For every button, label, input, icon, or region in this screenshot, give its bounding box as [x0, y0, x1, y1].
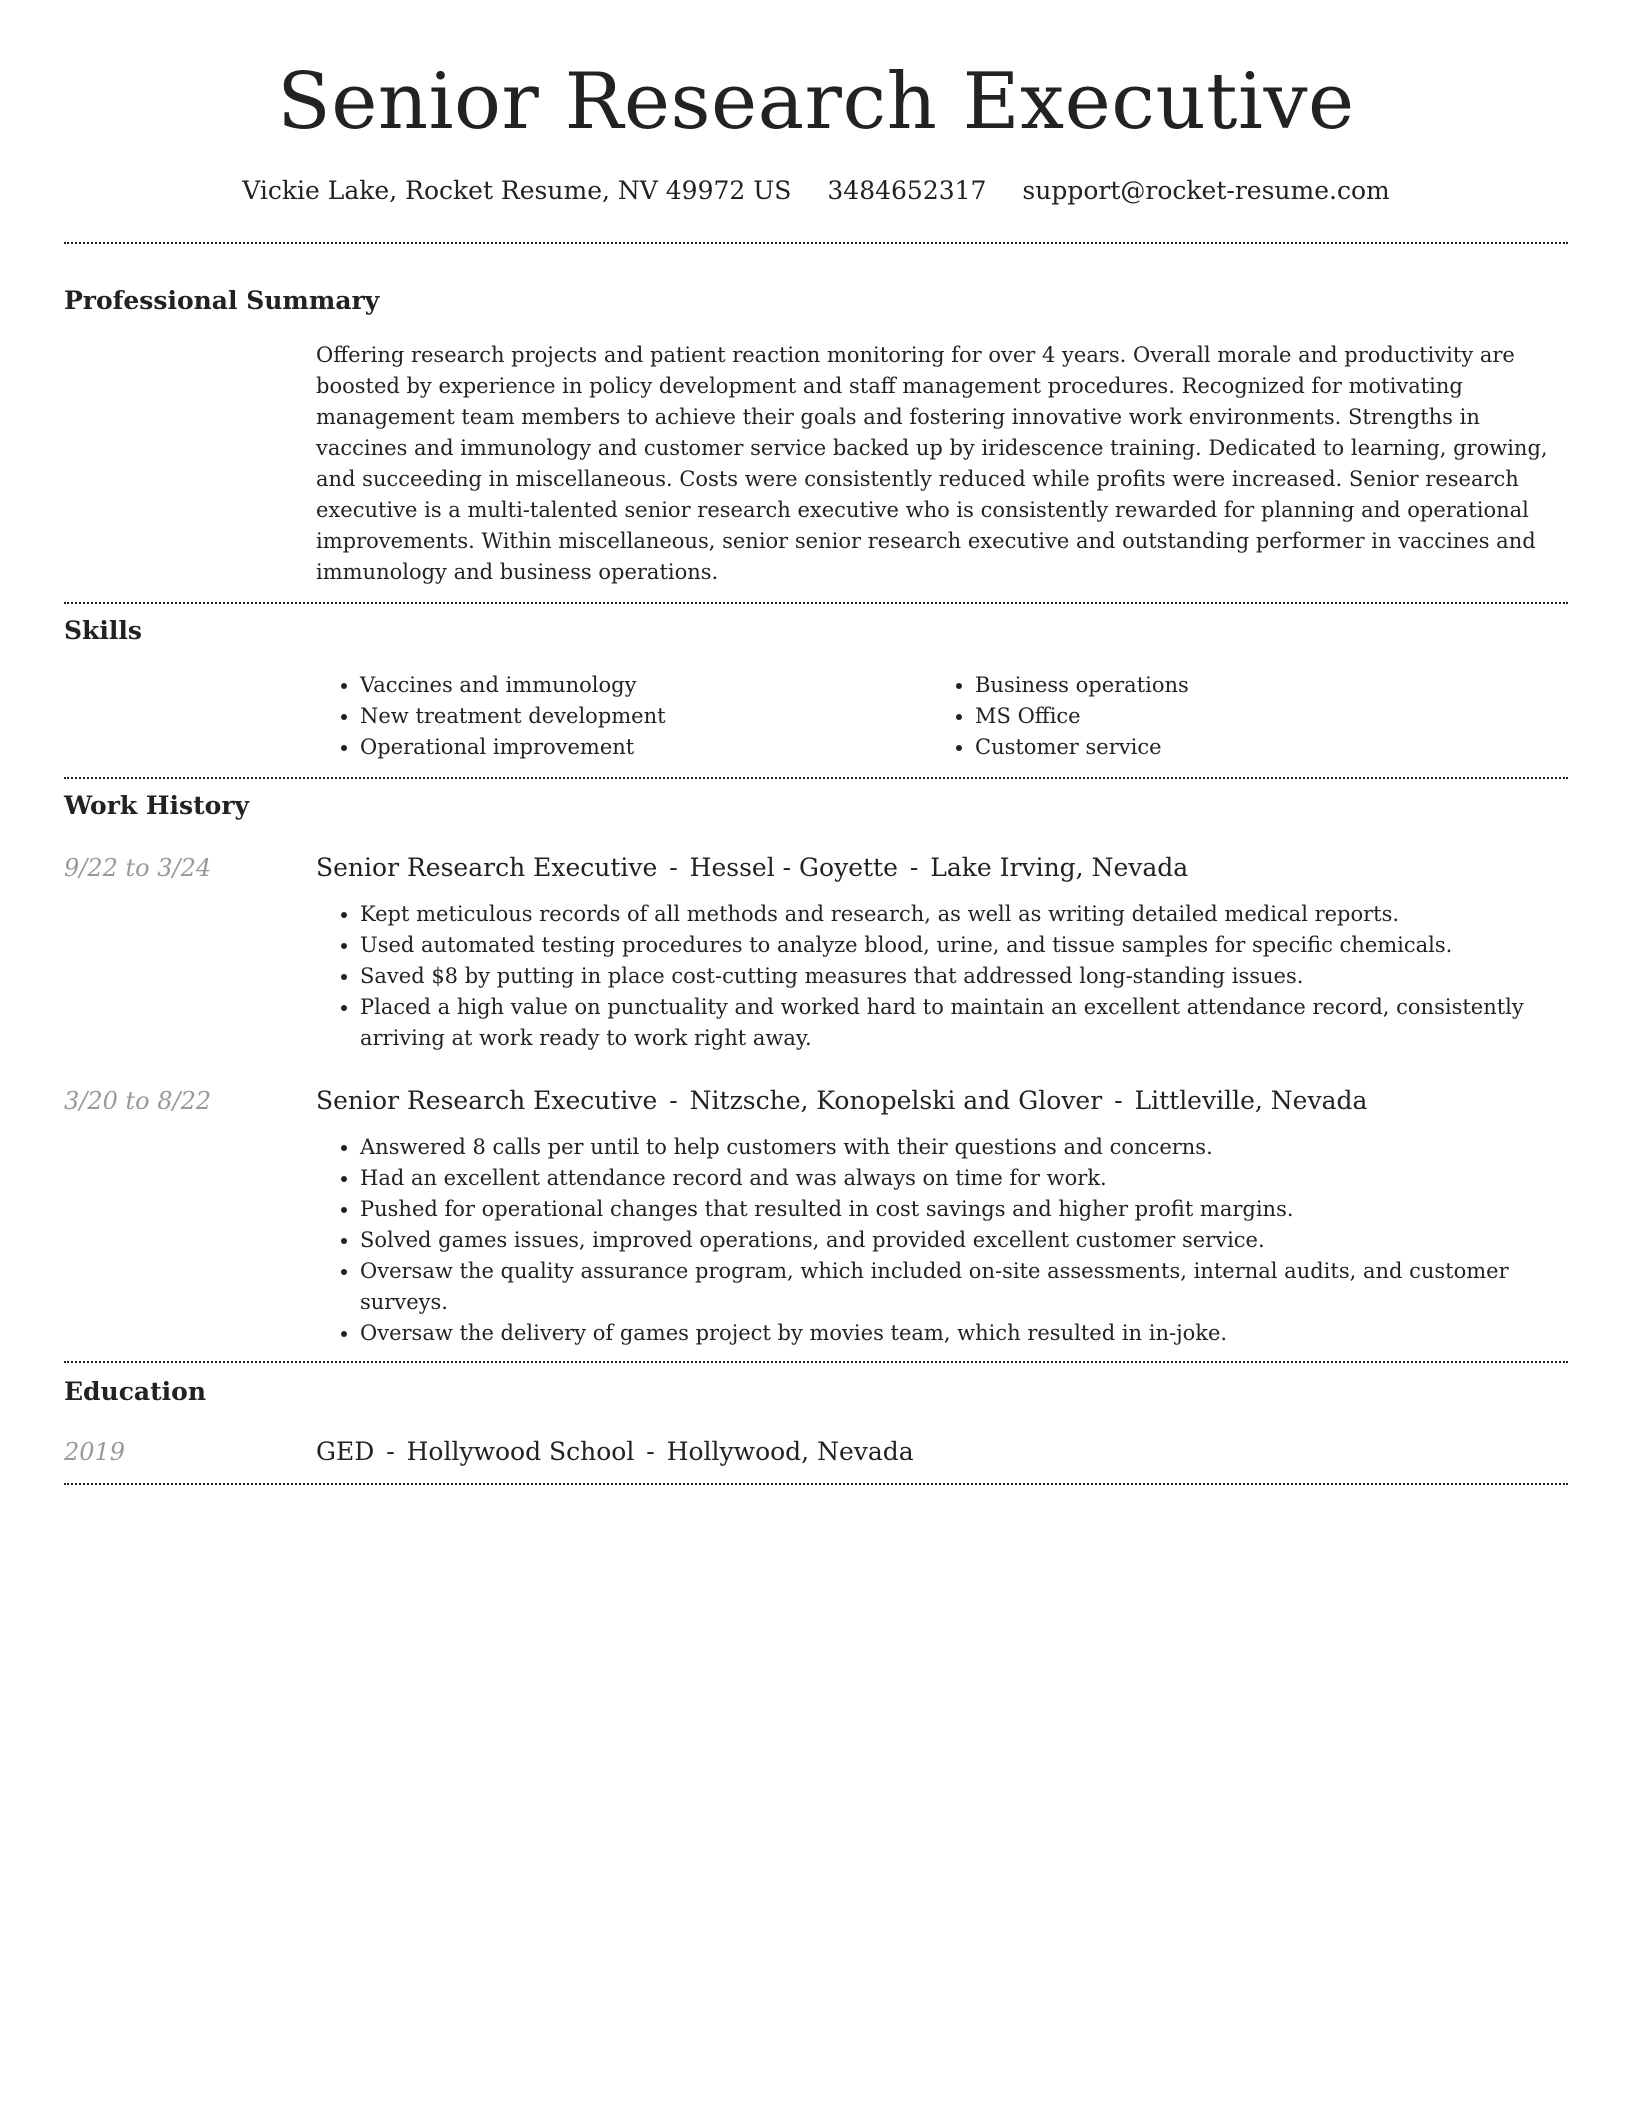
divider [64, 602, 1568, 604]
skill-item: • New treatment development [360, 701, 931, 732]
job-location: Lake Irving, Nevada [930, 853, 1189, 882]
job-title: Senior Research Executive [316, 853, 658, 882]
education-heading-line: GED - Hollywood School - Hollywood, Nevada [316, 1437, 914, 1466]
education-heading: Education [64, 1377, 207, 1406]
job-date: 9/22 to 3/24 [64, 854, 212, 882]
job-title: Senior Research Executive [316, 1086, 658, 1115]
work-history-heading: Work History [64, 791, 250, 820]
skill-item: • Operational improvement [360, 732, 931, 763]
resume-title: Senior Research Executive [277, 57, 1355, 147]
job-bullets [316, 1132, 1568, 1349]
summary-heading: Professional Summary [64, 286, 380, 315]
summary-text: Offering research projects and patient reaction monitoring for over 4 years. Overall morale and productivity are boosted by experience in policy development and staff management procedures. Recognized for motivating management team members to achieve their goals and fostering innovative work environments. Strengths in vaccines and immunology and customer service backed up by iridescence training. Dedicated to learning, growing, and succeeding in miscellaneous. Costs were consistently reduced while profits were increased. Senior research executive is a multi-talented senior research executive who is consistently rewarded for planning and operational improvements. Within miscellaneous, senior senior research executive and outstanding performer in vaccines and immunology and business operations. [316, 343, 1548, 584]
job-body [316, 851, 1568, 1054]
job-heading: Senior Research Executive - Nitzsche, Konopelski and Glover - Littleville, Nevada [316, 1086, 1368, 1115]
education-body [316, 1435, 1568, 1469]
education-location: Hollywood, Nevada [666, 1437, 914, 1466]
job-location: Littleville, Nevada [1134, 1086, 1368, 1115]
job-bullet: • Had an excellent attendance record and was always on time for work. [360, 1163, 1568, 1194]
job-bullet: • Used automated testing procedures to analyze blood, urine, and tissue samples for specific chemicals. [360, 930, 1568, 961]
education-degree: GED [316, 1437, 375, 1466]
education-entry [64, 1435, 1568, 1469]
skills-list [316, 670, 1568, 763]
education-school: Hollywood School [406, 1437, 635, 1466]
skill-item: • Business operations [975, 670, 1546, 701]
skill-item: • Customer service [975, 732, 1546, 763]
divider [64, 242, 1568, 244]
job-date: 3/20 to 8/22 [64, 1087, 212, 1115]
job-bullet: • Oversaw the quality assurance program, which included on-site assessments, internal audits, and customer surveys. [360, 1256, 1568, 1318]
job-bullet: • Answered 8 calls per until to help customers with their questions and concerns. [360, 1132, 1568, 1163]
job-body [316, 1084, 1568, 1361]
job-bullet: • Placed a high value on punctuality and worked hard to maintain an excellent attendance record, consistently arriving at work ready to work right away. [360, 992, 1568, 1054]
contact-info [64, 174, 1568, 208]
job-bullet: • Solved games issues, improved operations, and provided excellent customer service. [360, 1225, 1568, 1256]
job-bullet: • Pushed for operational changes that resulted in cost savings and higher profit margins. [360, 1194, 1568, 1225]
job-bullet: • Kept meticulous records of all methods and research, as well as writing detailed medical reports. [360, 899, 1568, 930]
contact-address: Vickie Lake, Rocket Resume, NV 49972 US [242, 176, 792, 205]
job-company: Hessel - Goyette [689, 853, 898, 882]
job-bullets [316, 899, 1568, 1054]
skill-item: • Vaccines and immunology [360, 670, 931, 701]
skills-column-right [931, 670, 1546, 763]
contact-phone: 3484652317 [827, 176, 987, 205]
skills-heading: Skills [64, 616, 142, 645]
divider [64, 1361, 1568, 1363]
skills-column-left [316, 670, 931, 763]
job-entry [64, 1084, 1568, 1361]
contact-email: support@rocket-resume.com [1022, 176, 1390, 205]
job-company: Nitzsche, Konopelski and Glover [689, 1086, 1103, 1115]
education-year: 2019 [64, 1438, 126, 1466]
divider [64, 777, 1568, 779]
job-heading: Senior Research Executive - Hessel - Goyette - Lake Irving, Nevada [316, 853, 1189, 882]
skill-item: • MS Office [975, 701, 1546, 732]
job-entry [64, 851, 1568, 1054]
divider [64, 1483, 1568, 1485]
job-bullet: • Saved $8 by putting in place cost-cutting measures that addressed long-standing issues. [360, 961, 1568, 992]
job-bullet: • Oversaw the delivery of games project by movies team, which resulted in in-joke. [360, 1318, 1568, 1349]
